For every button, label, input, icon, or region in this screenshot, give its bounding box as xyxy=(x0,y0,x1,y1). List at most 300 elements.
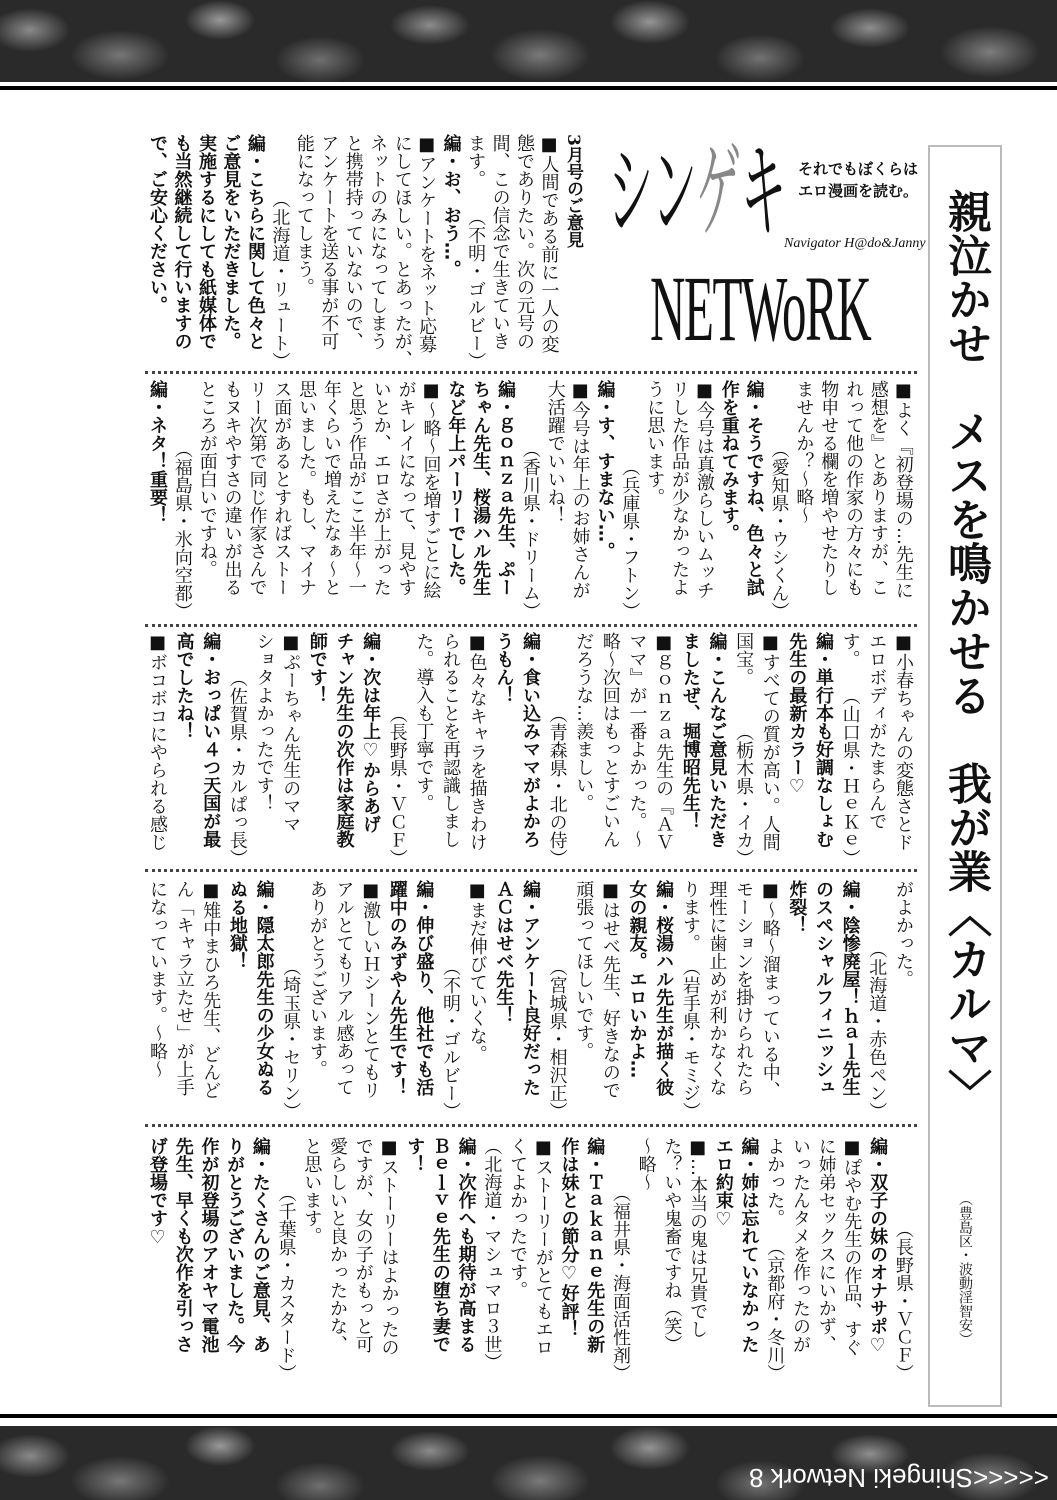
column-text: 作が初登場のアオヤマ電池 xyxy=(198,1137,220,1353)
column-text: ■ぷーちゃん先生のママ xyxy=(280,632,302,833)
reader-comment-line xyxy=(344,380,368,620)
column-text: ■アンケートをネット応募 xyxy=(416,134,438,353)
column-text: エロ約束♡ xyxy=(712,1137,734,1230)
reader-attribution: （不明・ゴルビー） xyxy=(465,208,487,370)
reader-comment-line xyxy=(731,880,755,1120)
reader-attribution: （愛知県・ウシくん） xyxy=(768,440,790,620)
reader-comment-line xyxy=(465,880,489,1120)
editor-reply-line xyxy=(243,134,267,370)
reader-comment-line xyxy=(305,880,329,1120)
reader-comment-line xyxy=(414,134,438,370)
editor-reply-line xyxy=(711,1137,735,1382)
reader-comment-line xyxy=(762,1137,786,1382)
reader-attribution: （北海道・赤色ペン） xyxy=(866,940,888,1120)
editor-reply-line xyxy=(358,632,382,867)
column-text: 編・隠太郎先生の少女ぬる xyxy=(253,880,275,1096)
reader-attribution: （宮城県・相沢正） xyxy=(546,958,568,1120)
column-text: 編・ｇｏｎｚａ先生、ぷー xyxy=(495,380,517,596)
reader-comment-line xyxy=(465,632,489,867)
column-text: がよかった。 xyxy=(892,880,914,988)
column-text: た？いや鬼畜ですね（笑） xyxy=(661,1137,683,1353)
editor-reply-line xyxy=(305,632,329,867)
reader-attribution: （栃木県・イカ） xyxy=(733,723,755,867)
column-text: げ登場です♡ xyxy=(147,1137,168,1248)
editor-reply-line xyxy=(225,880,249,1120)
column-text: と携帯持っていないので、 xyxy=(342,134,364,350)
column-text: られることを再認識しまし xyxy=(440,632,462,848)
editor-reply-line xyxy=(678,632,702,867)
column-text: ■色々なキャラを描きわけ xyxy=(466,632,488,851)
column-text: のスペシャルフィニッシュ xyxy=(813,880,835,1096)
reader-comment-line xyxy=(269,380,293,620)
column-text: 実施するにしても紙媒体で xyxy=(195,134,217,350)
editor-reply-line xyxy=(248,1137,272,1382)
page-title: 親泣かせ メスを鳴かせる 我が業〈カルマ〉 xyxy=(940,189,991,1113)
reader-comment-line xyxy=(220,380,244,620)
column-text: アルとてもリアル感あって xyxy=(333,880,355,1096)
column-text: ちゃん先生、桜湯ハル先生 xyxy=(470,380,492,596)
column-text: ス面があるとすればストー xyxy=(271,380,293,596)
editor-reply-line xyxy=(198,632,222,867)
reader-comment-line xyxy=(692,380,716,620)
reader-attribution xyxy=(274,1137,298,1382)
column-text: れって他の作家の方々にも xyxy=(843,380,865,596)
reader-comment-line xyxy=(598,632,622,867)
reader-comment-line xyxy=(438,632,462,867)
reader-comment-line xyxy=(891,880,915,1120)
reader-comment-line xyxy=(791,380,815,620)
editor-reply-line xyxy=(651,880,675,1120)
reader-comment-line xyxy=(292,134,316,370)
reader-feedback-row xyxy=(145,1137,915,1382)
reader-comment-line xyxy=(642,380,666,620)
column-text: ■ストーリーがとてもエロ xyxy=(532,1137,554,1356)
column-text: だろうな…羨ましい。 xyxy=(573,632,595,812)
editor-reply-line xyxy=(493,380,517,620)
column-text: Ｂｅｌｖｅ先生の堕ち妻で xyxy=(429,1137,451,1353)
reader-attribution xyxy=(608,1137,632,1382)
reader-comment-line xyxy=(294,380,318,620)
column-text: アンケートを送る事が不可 xyxy=(318,134,340,350)
reader-feedback-row xyxy=(145,380,915,620)
column-text: ところが面白いですね。 xyxy=(196,380,218,578)
reader-attribution xyxy=(766,380,790,620)
reader-comment-line xyxy=(704,880,728,1120)
column-text: ■今号は真激らしいムッチ xyxy=(693,380,715,599)
reader-comment-line xyxy=(172,880,196,1120)
column-text: いとか、エロさが上がった xyxy=(370,380,392,596)
reader-comment-line xyxy=(418,380,442,620)
editor-reply-line xyxy=(145,1137,169,1382)
reader-comment-line xyxy=(543,380,567,620)
column-text: エロボディがたまらんで xyxy=(866,632,888,830)
column-text: ママ』が一番よかった。～ xyxy=(626,632,648,848)
column-text: ■ストーリーはよかったの xyxy=(378,1137,400,1356)
editor-reply-line xyxy=(838,880,862,1120)
reader-comment-line xyxy=(145,880,169,1120)
reader-comment-line xyxy=(365,134,389,370)
divider xyxy=(145,371,917,374)
divider xyxy=(145,1124,917,1127)
reader-comment-line xyxy=(341,134,365,370)
column-text: ■はせべ先生、好きなので xyxy=(599,880,621,1099)
column-text: ■ｇｏｎｚａ先生の『ＡＶ xyxy=(653,632,675,851)
reader-comment-line xyxy=(351,1137,375,1382)
reader-comment-line xyxy=(841,380,865,620)
tagline xyxy=(798,158,918,202)
reader-attribution: （千葉県・カスタード） xyxy=(275,1184,297,1382)
editor-reply-line xyxy=(218,134,242,370)
reader-comment-line xyxy=(839,1137,863,1382)
column-text: 理性に歯止めが利かなくな xyxy=(706,880,728,1096)
column-text: 年くらいで増えたなぁ～と xyxy=(321,380,343,596)
reader-comment-line xyxy=(678,880,702,1120)
editor-reply-line xyxy=(518,880,542,1120)
reader-comment-line xyxy=(571,880,595,1120)
column-text: よかった。 xyxy=(764,1137,786,1227)
section-heading xyxy=(561,134,585,370)
editor-reply-line xyxy=(491,632,515,867)
column-text: ■雉中まひろ先生、どんど xyxy=(200,880,222,1099)
reader-comment-line xyxy=(244,380,268,620)
reader-attribution: （香川県・ドリーム） xyxy=(519,440,541,620)
editor-reply-line xyxy=(811,880,835,1120)
reader-comment-line xyxy=(634,1137,658,1382)
column-text: ご意見をいただきました。 xyxy=(220,134,242,350)
editor-reply-line xyxy=(518,632,542,867)
reader-attribution xyxy=(267,134,291,370)
column-text: と思う作品がここ半年～一 xyxy=(345,380,367,596)
column-text: 編・お、おう…。 xyxy=(440,134,462,278)
reader-comment-line xyxy=(667,380,691,620)
reader-attribution: （福島県・氷向空都） xyxy=(171,440,193,620)
column-text: ～略～ xyxy=(635,1137,657,1191)
reader-comment-line xyxy=(788,1137,812,1382)
logo-kana-part: キ xyxy=(740,131,786,254)
reader-comment-line xyxy=(864,632,888,867)
column-text: 間、この信念で生きていき xyxy=(489,134,511,350)
divider xyxy=(145,624,917,627)
editor-reply-line xyxy=(385,880,409,1120)
column-text: ありがとうございます。 xyxy=(306,880,328,1078)
column-text: ■小春ちゃんの変態さとド xyxy=(892,632,914,851)
column-text: リした作品が少なかったよ xyxy=(669,380,691,596)
column-text: 頑張ってほしいです。 xyxy=(573,880,595,1060)
reader-comment-line xyxy=(278,632,302,867)
column-text: 作は妹との節分♡好評！ xyxy=(558,1137,580,1338)
editor-reply-line xyxy=(592,380,616,620)
column-text: 編・たくさんのご意見、あ xyxy=(249,1137,271,1353)
column-text: 編・桜湯ハル先生が描く彼 xyxy=(653,880,675,1096)
reader-comment-line xyxy=(369,380,393,620)
reader-attribution xyxy=(438,880,462,1120)
column-text: に姉弟セックスにいかず、 xyxy=(815,1137,837,1353)
column-text: ■まだ伸びていくな。 xyxy=(466,880,488,1063)
editor-reply-line xyxy=(222,1137,246,1382)
reader-comment-line xyxy=(866,380,890,620)
logo-kana-part: ゲ xyxy=(695,131,741,254)
reader-comment-line xyxy=(758,880,782,1120)
reader-comment-line xyxy=(195,380,219,620)
column-text: 大活躍でいいね！ xyxy=(544,380,566,524)
column-text: 編・次は年上♡からあげ xyxy=(360,632,382,833)
reader-comment-line xyxy=(331,880,355,1120)
column-text: と思います。 xyxy=(301,1137,323,1245)
column-text: 編・こちらに関して色々と xyxy=(244,134,266,350)
editor-reply-line xyxy=(169,134,193,370)
column-text: 作を重ねてみます。 xyxy=(718,380,740,542)
reader-attribution: （福井県・海面活性剤） xyxy=(609,1184,631,1382)
editor-reply-line xyxy=(468,380,492,620)
editor-reply-line xyxy=(557,1137,581,1382)
column-text: ■人間である前に一人の変 xyxy=(538,134,560,353)
reader-comment-line xyxy=(463,134,487,370)
reader-feedback-row xyxy=(145,632,915,867)
editor-reply-line xyxy=(411,880,435,1120)
logo-network: NETWoRK xyxy=(650,256,871,361)
reader-attribution: （岩手県・モミジ） xyxy=(679,958,701,1120)
column-text: モーションを掛けられたら xyxy=(733,880,755,1096)
column-text: にしてほしい。とあったが、 xyxy=(391,134,413,368)
column-text: 女の親友。エロいかよ… xyxy=(626,880,648,1078)
column-text: 先生、早くも次作を引っさ xyxy=(172,1137,194,1353)
reader-comment-line xyxy=(198,880,222,1120)
reader-comment-line xyxy=(571,632,595,867)
editor-reply-line xyxy=(784,880,808,1120)
column-text: ます。 xyxy=(465,134,487,188)
reader-feedback-row xyxy=(145,134,585,370)
reader-attribution: （青森県・北の侍） xyxy=(546,705,568,867)
reader-comment-line xyxy=(479,1137,503,1382)
editor-reply-line xyxy=(737,1137,761,1382)
editor-reply-line xyxy=(742,380,766,620)
column-text: 編・ネタ！重要！ xyxy=(147,380,168,524)
reader-comment-line xyxy=(731,632,755,867)
editor-reply-line xyxy=(811,632,835,867)
title-credit: （豊島区・波動淫智安） xyxy=(957,1192,973,1346)
editor-reply-line xyxy=(172,632,196,867)
reader-comment-line xyxy=(651,632,675,867)
editor-reply-line xyxy=(196,1137,220,1382)
column-text: 編・伸び盛り、他社でも活 xyxy=(413,880,435,1096)
editor-reply-line xyxy=(145,380,169,620)
reader-attribution: （山口県・ＨｅＫｅ） xyxy=(839,687,861,867)
reader-attribution: （佐賀県・カルぱっ長） xyxy=(226,669,248,867)
editor-reply-line xyxy=(582,1137,606,1382)
column-text: ぬる地獄！ xyxy=(226,880,248,970)
reader-attribution xyxy=(170,380,194,620)
navigator-credit: Navigator H@do&Janny xyxy=(784,236,926,251)
column-text: 先生の最新カラー♡ xyxy=(786,632,808,797)
column-text: ませんか？～略～ xyxy=(793,380,815,524)
column-text: ん「キャラ立たせ」が上手 xyxy=(173,880,195,1096)
reader-attribution: （不明・ゴルビー） xyxy=(440,958,462,1120)
column-text: も当然継続して行いますの xyxy=(171,134,193,350)
reader-comment-line xyxy=(816,380,840,620)
column-text: 編・こんなご意見いただき xyxy=(706,632,728,848)
column-text: もヌキやすさの違いが出る xyxy=(221,380,243,596)
column-text: 思いました。もし、マイナ xyxy=(296,380,318,596)
column-text: 編・陰惨廃屋！ｈａｌ先生 xyxy=(839,880,861,1096)
reader-attribution xyxy=(518,380,542,620)
editor-reply-line xyxy=(491,880,515,1120)
column-text: 師です！ xyxy=(306,632,328,704)
editor-reply-line xyxy=(428,1137,452,1382)
column-text: 態でありたい。次の元号の xyxy=(514,134,536,350)
column-text: ましたぜ、堀博昭先生！ xyxy=(679,632,701,830)
editor-reply-line xyxy=(784,632,808,867)
reader-comment-line xyxy=(625,632,649,867)
editor-reply-line xyxy=(717,380,741,620)
reader-comment-line xyxy=(358,880,382,1120)
column-text: うもん！ xyxy=(493,632,515,704)
column-text: 編・姉は忘れていなかった xyxy=(738,1137,760,1353)
column-text: 編・す、すまない…。 xyxy=(594,380,616,560)
divider xyxy=(145,869,917,872)
column-text: うに思います。 xyxy=(644,380,666,506)
reader-attribution xyxy=(225,632,249,867)
tagline-line: それでもぼくらは xyxy=(798,160,919,178)
column-text: ■すべての質が高い。人間 xyxy=(759,632,781,851)
column-text: ネットのみになってしまう xyxy=(367,134,389,350)
reader-attribution: （長野県・ＶＣＦ） xyxy=(892,1220,914,1382)
column-text: 略～次回はもっとすごいん xyxy=(599,632,621,848)
reader-comment-line xyxy=(319,380,343,620)
reader-comment-line xyxy=(685,1137,709,1382)
editor-reply-line xyxy=(402,1137,426,1382)
column-text: た。導入も丁寧です。 xyxy=(413,632,435,812)
column-text: がキレイになって、見やす xyxy=(395,380,417,596)
reader-comment-line xyxy=(488,134,512,370)
column-text: ■…本当の鬼は兄貴でし xyxy=(687,1137,709,1338)
reader-attribution xyxy=(617,380,641,620)
reader-feedback-row xyxy=(145,880,915,1120)
column-text: になっています。～略～ xyxy=(147,880,168,1078)
column-text: す。 xyxy=(839,632,861,668)
reader-attribution: （長野県・ＶＣＦ） xyxy=(386,705,408,867)
reader-comment-line xyxy=(505,1137,529,1382)
bottom-rule xyxy=(0,1414,1057,1418)
column-text: 編・Ｔａｋａｎｅ先生の新 xyxy=(584,1137,606,1353)
column-text: 炸裂！ xyxy=(786,880,808,934)
reader-comment-line xyxy=(411,632,435,867)
reader-comment-line xyxy=(568,380,592,620)
column-text: 編・おっぱい４つ天国が最 xyxy=(200,632,222,848)
reader-comment-line xyxy=(376,1137,400,1382)
column-text: 物申せる欄を増やせたりし xyxy=(818,380,840,596)
column-text: 能になってしまう。 xyxy=(293,134,315,296)
column-text: ＡＣはせべ先生！ xyxy=(493,880,515,1024)
column-text: ■激しいＨシーンとてもリ xyxy=(360,880,382,1099)
column-text: ■～略～回を増すごとに絵 xyxy=(420,380,442,599)
column-text: りがとうございました。今 xyxy=(224,1137,246,1353)
column-text: など年上パーリーでした。 xyxy=(445,380,467,596)
column-text: （北海道・マシュマロ３世） xyxy=(481,1137,503,1371)
top-texture-band xyxy=(0,0,1057,82)
tagline-line: エロ漫画を読む。 xyxy=(798,182,919,200)
editor-reply-line xyxy=(865,1137,889,1382)
column-text: ■今号は年上のお姉さんが xyxy=(569,380,591,599)
reader-comment-line xyxy=(758,632,782,867)
editor-reply-line xyxy=(704,632,728,867)
editor-reply-line xyxy=(194,134,218,370)
reader-comment-line xyxy=(891,380,915,620)
reader-attribution xyxy=(545,632,569,867)
column-text: 編・そうですね、色々と試 xyxy=(743,380,765,596)
reader-comment-line xyxy=(891,632,915,867)
reader-comment-line xyxy=(390,134,414,370)
column-text: 高でしたね！ xyxy=(173,632,195,740)
editor-reply-line xyxy=(331,632,355,867)
column-text: ■よく『初登場の…先生に xyxy=(892,380,914,599)
column-text: で、ご安心ください。 xyxy=(147,134,168,314)
reader-attribution: （京都府・冬川） xyxy=(764,1238,786,1382)
column-text: 3月号のご意見 xyxy=(562,134,583,248)
page-footer: <<<<<Shingeki Network 8 xyxy=(749,1463,1049,1493)
reader-comment-line xyxy=(394,380,418,620)
reader-comment-line xyxy=(537,134,561,370)
reader-comment-line xyxy=(316,134,340,370)
editor-reply-line xyxy=(145,134,169,370)
editor-reply-line xyxy=(443,380,467,620)
column-text: ですが、女の子がもっと可 xyxy=(352,1137,374,1353)
column-text: ■ぽやむ先生の作品、すぐ xyxy=(841,1137,863,1356)
column-text: 国宝。 xyxy=(733,632,755,686)
column-text: 編・食い込みママがよかろ xyxy=(519,632,541,848)
column-text: ■ボコボコにやられる感じ xyxy=(147,632,168,851)
reader-comment-line xyxy=(512,134,536,370)
editor-reply-line xyxy=(454,1137,478,1382)
reader-comment-line xyxy=(299,1137,323,1382)
reader-attribution xyxy=(864,880,888,1120)
reader-comment-line xyxy=(145,632,169,867)
column-text: リー次第で同じ作家さんで xyxy=(246,380,268,596)
editor-reply-line xyxy=(171,1137,195,1382)
reader-attribution: （埼玉県・セリン） xyxy=(280,958,302,1120)
column-text: ります。 xyxy=(679,880,701,952)
reader-attribution: （兵庫県・フトン） xyxy=(619,458,641,620)
reader-comment-line xyxy=(838,632,862,867)
column-text: いったんタメを作ったのが xyxy=(789,1137,811,1353)
reader-attribution xyxy=(278,880,302,1120)
reader-comment-line xyxy=(659,1137,683,1382)
column-text: 躍中のみずやん先生です！ xyxy=(386,880,408,1096)
editor-reply-line xyxy=(625,880,649,1120)
reader-attribution: （北海道・リュート） xyxy=(269,190,291,370)
reader-comment-line xyxy=(252,632,276,867)
reader-comment-line xyxy=(531,1137,555,1382)
top-rule xyxy=(0,86,1057,90)
column-text: 愛らしいと良かったかな、 xyxy=(327,1137,349,1353)
logo-shingeki xyxy=(608,131,786,254)
column-text: す！ xyxy=(404,1137,426,1173)
column-text: くてよかったです。 xyxy=(507,1137,529,1299)
reader-comment-line xyxy=(814,1137,838,1382)
editor-reply-line xyxy=(252,880,276,1120)
reader-attribution xyxy=(545,880,569,1120)
title-box xyxy=(928,145,1002,1407)
reader-attribution xyxy=(385,632,409,867)
column-text: 編・次作へも期待が高まる xyxy=(455,1137,477,1353)
column-text: 編・アンケート良好だった xyxy=(519,880,541,1096)
column-text: ショタよかったです！ xyxy=(253,632,275,812)
column-text: ■～略～溜まっている中、 xyxy=(759,880,781,1099)
column-text: 編・単行本も好調なしょむ xyxy=(813,632,835,848)
reader-attribution xyxy=(891,1137,915,1382)
reader-comment-line xyxy=(598,880,622,1120)
logo-kana-part: シン xyxy=(608,131,696,254)
reader-comment-line xyxy=(325,1137,349,1382)
